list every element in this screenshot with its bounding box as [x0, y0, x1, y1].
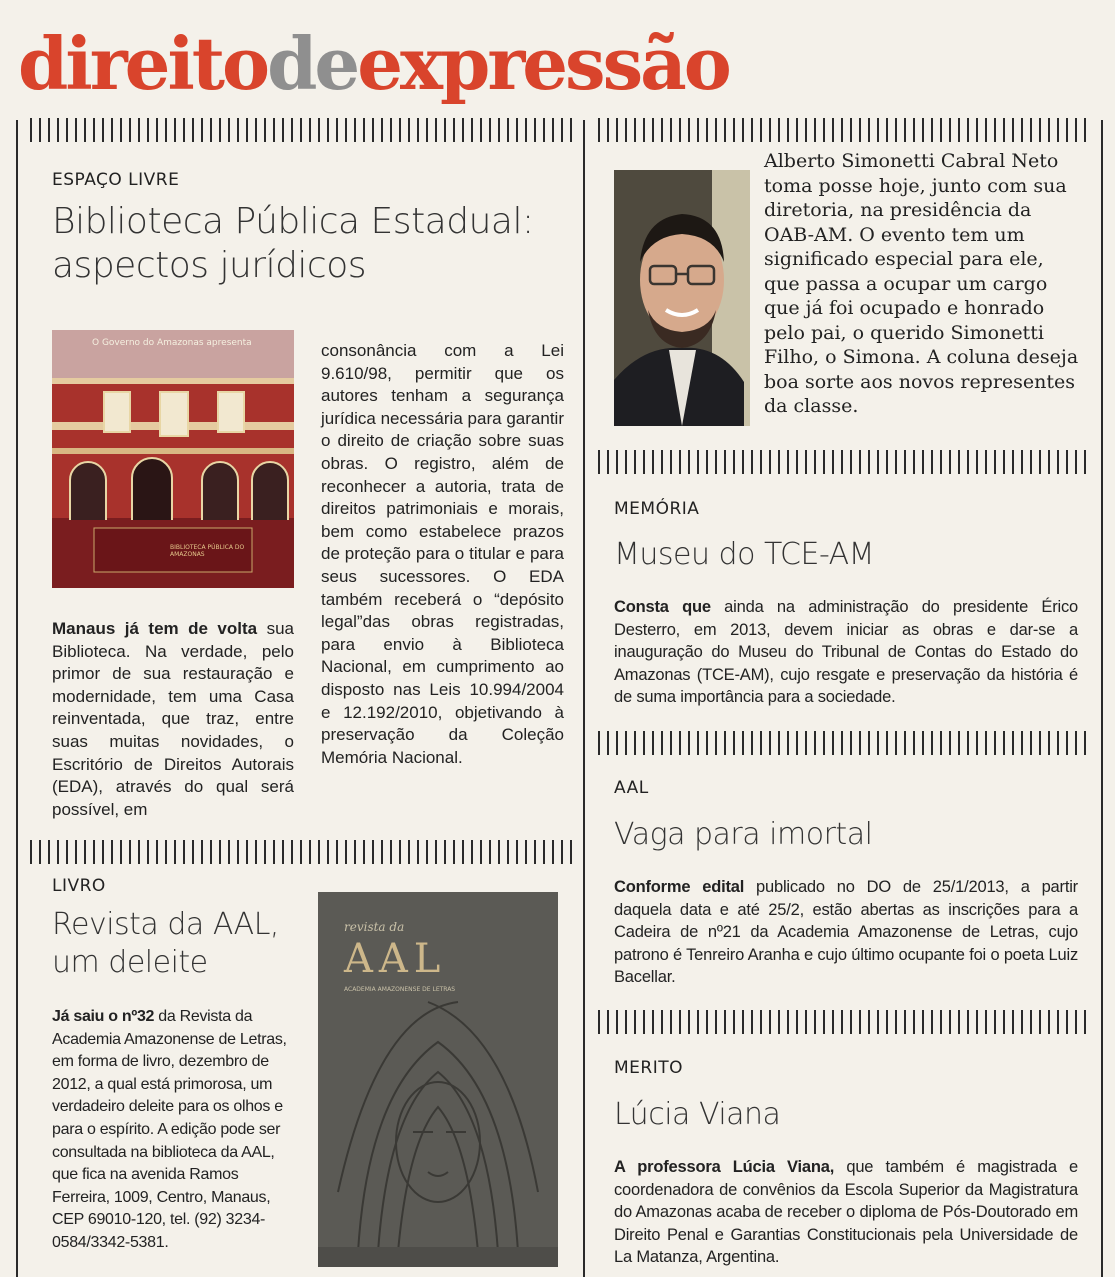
- masthead-part-expressao: expressão: [357, 21, 729, 106]
- lead-in: Manaus já tem de volta: [52, 619, 258, 638]
- headline-line: Revista da AAL,: [52, 907, 279, 942]
- column-rule-left: [16, 120, 18, 1277]
- lead-in: Já saiu o nº32: [52, 1008, 155, 1025]
- book-cover: [318, 892, 558, 1267]
- section-kicker: ESPAÇO LIVRE: [52, 170, 180, 190]
- body-text: ainda na administração do presidente Érico Desterro, em 2013, devem iniciar as obras e dar-se a inauguração do Museu do Tribunal de Contas do Estado do Amazonas (TCE-AM), cujo resgate e preservação da história é de suma importância para a sociedade.: [614, 598, 1079, 707]
- article-body-col1: [52, 618, 294, 821]
- body-text: sua Biblioteca. Na verdade, pelo primor de sua restauração e modernidade, tem uma Casa reinventada, que traz, entre suas muitas novidades, o Escritório de Direitos Autorais (EDA), através do qual será possível, em: [52, 619, 294, 819]
- portrait-image: [614, 170, 750, 426]
- section-kicker: MEMÓRIA: [614, 499, 700, 519]
- section-kicker: MERITO: [614, 1058, 683, 1078]
- lead-in: Conforme edital: [614, 878, 745, 896]
- masthead-part-de: de: [267, 21, 358, 106]
- library-photo: [52, 330, 294, 588]
- article-body-col2: consonância com a Lei 9.610/98, permitir que os autores tenham a segurança jurídica necessária para garantir o direito de criação sobre suas obras. O registro, além de reconhecer a autoria, trata de direitos patrimoniais e morais, bem como estabelece prazos de proteção para o titular e para seus sucessores. O EDA também receberá o “depósito legal”das obras registradas, para envio à Biblioteca Nacional, em cumprimento ao disposto nas Leis 10.994/2004 e 12.192/2010, objetivando à preservação da Coleção Memória Nacional.: [321, 341, 564, 767]
- section-divider: [30, 840, 575, 864]
- article-body: [614, 876, 1078, 989]
- oab-note: Alberto Simonetti Cabral Neto toma posse hoje, junto com sua diretoria, na presidência da OAB-AM. O evento tem um significado especial para ele, que passa a ocupar um cargo que já foi ocupado e honrado pelo pai, o querido Simonetti Filho, o Simona. A coluna deseja boa sorte aos novos representes da classe.: [764, 150, 1079, 417]
- column-rule-center: [583, 120, 585, 1277]
- body-text: que também é magistrada e coordenadora de convênios da Escola Superior da Magistratura do Amazonas acaba de receber o diploma de Pós-Doutorado em Direito Penal e Garantias Constitucionais pela Universidade de La Matanza, Argentina.: [614, 1158, 1078, 1267]
- section-divider: [598, 731, 1093, 755]
- article-body: [614, 1156, 1078, 1269]
- article-headline: [52, 906, 312, 982]
- lead-in: Consta que: [614, 598, 711, 616]
- article-headline: Museu do TCE-AM: [614, 537, 875, 572]
- section-kicker: LIVRO: [52, 876, 106, 896]
- body-text: da Revista da Academia Amazonense de Letras, em forma de livro, dezembro de 2012, a qual está primorosa, um verdadeiro deleite para os olhos e para o espírito. A edição pode ser consultada na biblioteca da AAL, que fica na avenida Ramos Ferreira, 1009, Centro, Manaus, CEP 69010-120, tel. (92) 3234-0584/3342-5381.: [52, 1008, 287, 1251]
- section-kicker: AAL: [614, 778, 649, 798]
- masthead-part-direito: direito: [18, 21, 268, 106]
- portrait-photo: [614, 170, 750, 426]
- article-headline: Lúcia Viana: [614, 1097, 781, 1132]
- image-caption-top: O Governo do Amazonas apresenta: [92, 338, 252, 348]
- column-rule-right: [1101, 120, 1103, 1277]
- article-body: [52, 1006, 292, 1255]
- article-headline: [52, 200, 582, 288]
- section-divider: [598, 118, 1093, 142]
- headline-line: aspectos jurídicos: [52, 245, 366, 286]
- section-divider: [30, 118, 575, 142]
- section-divider: [598, 450, 1093, 474]
- section-divider: [598, 1010, 1093, 1034]
- headline-line: Biblioteca Pública Estadual:: [52, 201, 534, 242]
- headline-line: um deleite: [52, 945, 208, 980]
- cover-subtitle: ACADEMIA AMAZONENSE DE LETRAS: [344, 986, 456, 993]
- lead-in: A professora Lúcia Viana,: [614, 1158, 835, 1176]
- image-caption-title: BIBLIOTECA PÚBLICA DO AMAZONAS: [170, 544, 245, 558]
- body-text: publicado no DO de 25/1/2013, a partir daquela data e até 25/2, estão abertas as inscrições para a Cadeira de nº21 da Academia Amazonense de Letras, cujo patrono é Tenreiro Aranha e cujo último ocupante foi o poeta Luiz Bacellar.: [614, 878, 1078, 987]
- masthead: [18, 14, 729, 114]
- article-headline: Vaga para imortal: [614, 817, 873, 852]
- cover-top: revista da: [344, 920, 405, 934]
- article-body: [614, 596, 1078, 709]
- cover-title: AAL: [344, 936, 447, 982]
